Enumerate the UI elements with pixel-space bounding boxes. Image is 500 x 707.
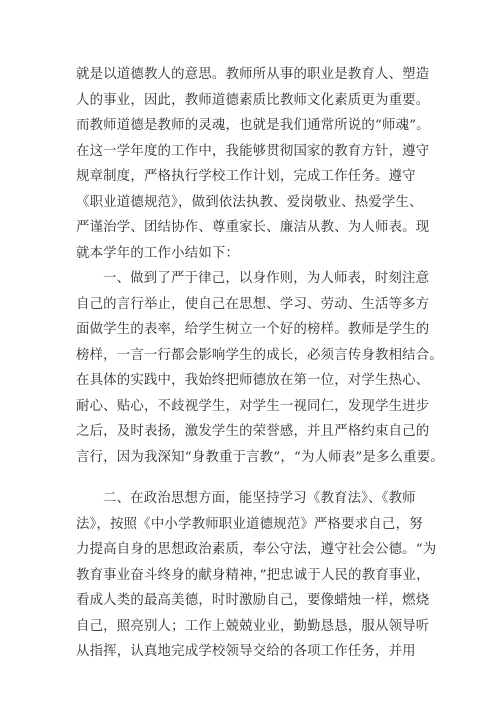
text-line: 严谨治学、团结协作、尊重家长、廉洁从教、为人师表。现 xyxy=(76,220,430,235)
text-line: 自己的言行举止，使自己在思想、学习、劳动、生活等多方 xyxy=(76,296,430,312)
text-line: 之后，及时表扬，激发学生的荣誉感，并且严格约束自己的 xyxy=(76,424,430,439)
text-line: 规章制度，严格执行学校工作计划，完成工作任务。遵守 xyxy=(76,169,416,184)
text-line: 就是以道德教人的意思。教师所从事的职业是教育人、塑造 xyxy=(76,67,430,82)
paragraph-heading-line: 二、在政治思想方面，能坚持学习《教育法》、《教师 xyxy=(103,491,416,506)
text-line: 耐心、贴心，不歧视学生，对学生一视同仁，发现学生进步 xyxy=(76,398,430,414)
text-line: 力提高自身的思想政治素质，奉公守法，遵守社会公德。“为 xyxy=(76,542,437,557)
paragraph-heading-line: 一、做到了严于律己，以身作则，为人师表，时刻注意 xyxy=(103,271,430,286)
text-line: 人的事业，因此，教师道德素质比教师文化素质更为重要。 xyxy=(76,92,430,108)
paragraph-spacer xyxy=(76,470,436,486)
text-line: 言行，因为我深知“身教重于言教”，“为人师表”是多么重要。 xyxy=(76,449,444,465)
text-line: 榜样，一言一行都会影响学生的成长，必须言传身教相结合。 xyxy=(76,347,443,363)
text-line: 就本学年的工作小结如下： xyxy=(76,245,240,261)
text-line: 法》，按照《中小学教师职业道德规范》严格要求自己，努 xyxy=(76,516,423,532)
text-line: 面做学生的表率，给学生树立一个好的榜样。教师是学生的 xyxy=(76,322,430,337)
document-body xyxy=(76,62,444,665)
text-line: 而教师道德是教师的灵魂，也就是我们通常所说的“师魂”。 xyxy=(76,118,430,133)
text-line: 《职业道德规范》，做到依法执教、爱岗敬业、热爱学生、 xyxy=(76,194,423,210)
text-line: 看成人类的最高美德，时时激励自己，要像蜡烛一样，燃烧 xyxy=(76,593,430,608)
text-line: 教育事业奋斗终身的献身精神，”把忠诚于人民的教育事业， xyxy=(76,567,430,583)
text-line: 在具体的实践中，我始终把师德放在第一位，对学生热心、 xyxy=(76,373,430,388)
text-line: 在这一学年度的工作中，我能够贯彻国家的教育方针，遵守 xyxy=(76,143,430,159)
text-line: 从指挥，认真地完成学校领导交给的各项工作任务，并用 xyxy=(76,644,416,659)
text-line: 自己，照亮别人；工作上兢兢业业，勤勤恳恳，服从领导听 xyxy=(76,618,430,634)
